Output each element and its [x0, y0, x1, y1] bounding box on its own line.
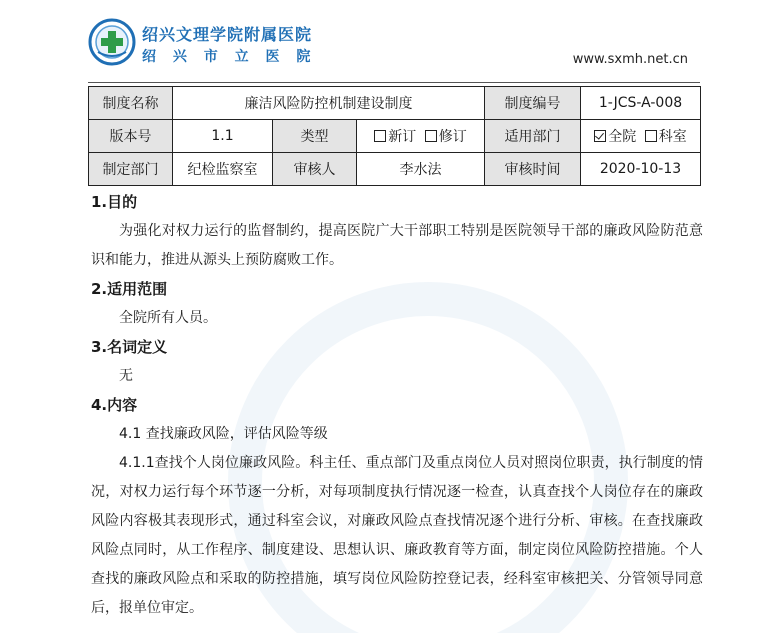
version-label: 版本号: [89, 120, 173, 153]
regulation-info-table: [88, 86, 701, 186]
document-body: [91, 188, 703, 623]
scope-label: 适用部门: [485, 120, 581, 153]
scope-all-label: 全院: [608, 129, 637, 145]
type-new-label: 新订: [388, 129, 417, 145]
scope-options: [581, 120, 701, 153]
code-label: 制度编号: [485, 87, 581, 120]
type-revise-label: 修订: [438, 129, 467, 145]
section-text-purpose: 为强化对权力运行的监督制约，提高医院广大干部职工特别是医院领导干部的廉政风险防范意识和能力，推进从源头上预防腐败工作。: [91, 223, 703, 268]
subsection-4-1-1: 4.1.1查找个人岗位廉政风险。科主任、重点部门及重点岗位人员对照岗位职责，执行制度的情况，对权力运行每个环节逐一分析，对每项制度执行情况逐一检查，认真查找个人岗位存在的廉政风险内容极其表现形式，通过科室会议，对廉政风险点查找情况逐个进行分析、审核。在查找廉政风险点同时，从工作程序、制度建设、思想认识、廉政教育等方面，制定岗位风险防控措施。个人查找的廉政风险点和采取的防控措施，填写岗位风险防控登记表，经科室审核把关、分管领导同意后，报单位审定。: [91, 455, 703, 616]
section-heading-purpose: 1.目的: [91, 193, 138, 211]
review-time-value: 2020-10-13: [581, 153, 701, 186]
hospital-name: 绍兴文理学院附属医院: [142, 25, 313, 44]
subsection-4-1: 4.1 查找廉政风险，评估风险等级: [119, 426, 328, 442]
type-label: 类型: [273, 120, 357, 153]
scope-dept-label: 科室: [658, 129, 687, 145]
section-text-scope: 全院所有人员。: [119, 310, 217, 326]
section-heading-content: 4.内容: [91, 396, 138, 414]
review-time-label: 审核时间: [485, 153, 581, 186]
website-url: www.sxmh.net.cn: [572, 52, 688, 67]
table-row: [89, 153, 701, 186]
header-divider: [88, 82, 700, 83]
section-text-definitions: 无: [119, 368, 133, 384]
version-value: 1.1: [173, 120, 273, 153]
page-header: [88, 18, 700, 80]
type-new-checkbox[interactable]: [374, 130, 386, 142]
scope-dept-checkbox[interactable]: [645, 130, 657, 142]
section-heading-scope: 2.适用范围: [91, 280, 168, 298]
dept-label: 制定部门: [89, 153, 173, 186]
title-label: 制度名称: [89, 87, 173, 120]
scope-all-checkbox[interactable]: [594, 130, 606, 142]
reviewer-label: 审核人: [273, 153, 357, 186]
hospital-name-secondary: 绍 兴 市 立 医 院: [142, 49, 317, 65]
reviewer-value: 李水法: [357, 153, 485, 186]
type-revise-checkbox[interactable]: [425, 130, 437, 142]
table-row: [89, 120, 701, 153]
title-value: 廉洁风险防控机制建设制度: [173, 87, 485, 120]
dept-value: 纪检监察室: [173, 153, 273, 186]
code-value: 1-JCS-A-008: [581, 87, 701, 120]
hospital-logo-icon: [88, 18, 136, 66]
section-heading-definitions: 3.名词定义: [91, 338, 168, 356]
type-options: [357, 120, 485, 153]
table-row: [89, 87, 701, 120]
